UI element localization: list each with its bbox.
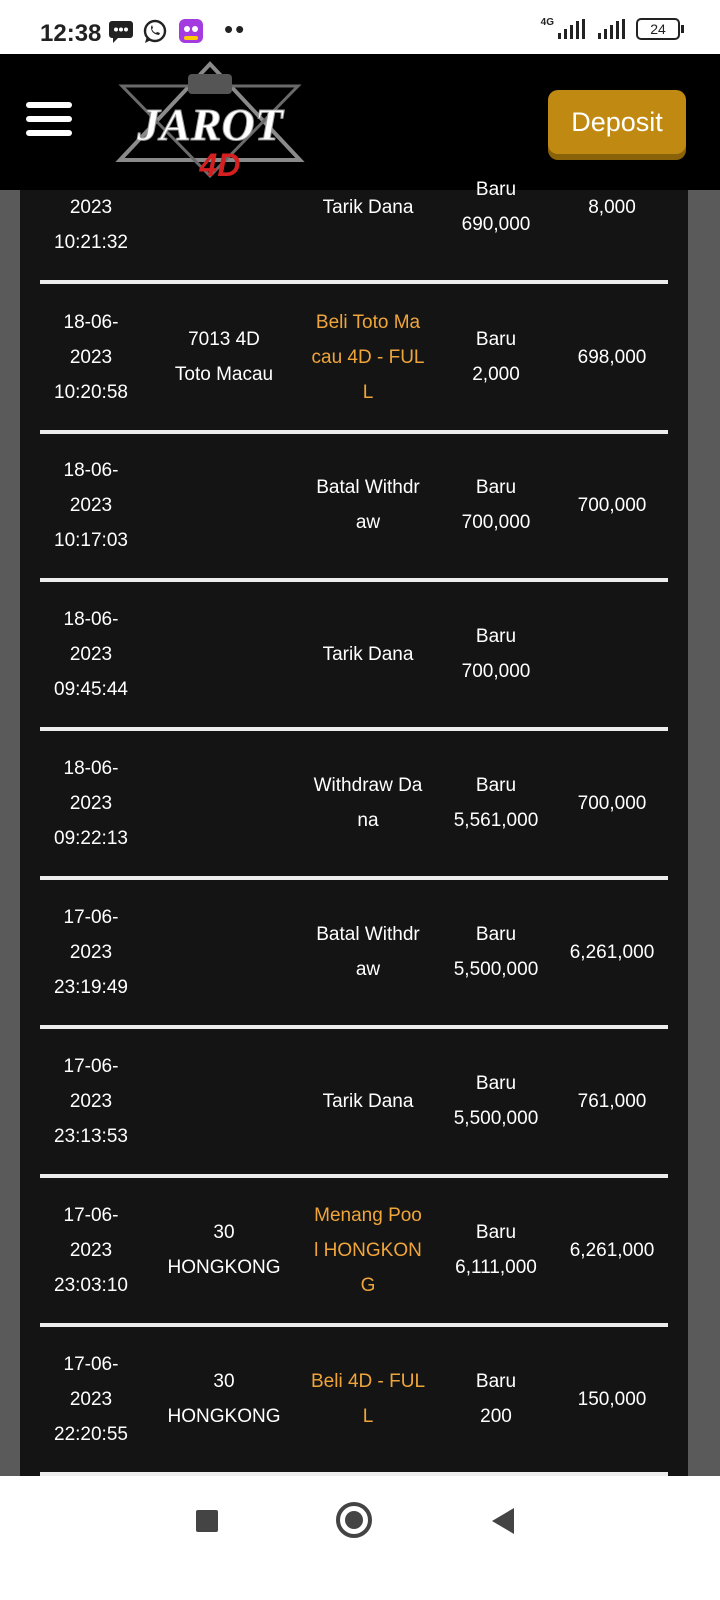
row-datetime: 18-06- 2023 10:17:03 bbox=[54, 459, 128, 551]
signal-icon bbox=[556, 19, 586, 39]
row-description: Tarik Dana bbox=[322, 1090, 414, 1112]
row-balance bbox=[556, 581, 668, 727]
row-description: Withdraw Da na bbox=[313, 775, 423, 831]
row-description: Batal Withdr aw bbox=[316, 477, 420, 533]
row-status-amount: Baru 700,000 bbox=[461, 626, 531, 682]
row-datetime: 17-06- 2023 23:03:10 bbox=[54, 1204, 128, 1296]
deposit-button[interactable]: Deposit bbox=[548, 90, 686, 154]
table-row bbox=[40, 134, 668, 280]
network-type: 4G bbox=[540, 16, 554, 28]
row-game bbox=[150, 581, 298, 727]
svg-text:JAROT: JAROT bbox=[137, 99, 283, 150]
row-datetime: 17-06- 2023 23:19:49 bbox=[54, 906, 128, 998]
status-time: 12:38 bbox=[40, 20, 102, 47]
row-balance: 150,000 bbox=[577, 1388, 647, 1410]
status-bar bbox=[0, 0, 720, 54]
row-balance: 698,000 bbox=[577, 346, 647, 368]
row-balance: 6,261,000 bbox=[569, 1239, 655, 1261]
row-status-amount: Baru 2,000 bbox=[472, 329, 520, 385]
row-datetime: 17-06- 2023 22:20:55 bbox=[54, 1353, 128, 1445]
row-game: 7013 4D Toto Macau bbox=[174, 329, 274, 385]
row-datetime: 18-06- 2023 09:45:44 bbox=[54, 608, 128, 700]
row-status-amount: Baru 690,000 bbox=[461, 179, 531, 235]
row-balance: 700,000 bbox=[577, 792, 647, 814]
row-datetime: 18-06- 2023 09:22:13 bbox=[54, 757, 128, 849]
back-icon[interactable] bbox=[492, 1508, 514, 1534]
row-game bbox=[150, 134, 298, 280]
table-row bbox=[40, 284, 668, 430]
message-icon bbox=[108, 18, 134, 44]
row-balance: 8,000 bbox=[588, 196, 636, 218]
row-game bbox=[150, 730, 298, 876]
recent-apps-icon[interactable] bbox=[196, 1510, 218, 1532]
row-description: Beli 4D - FUL L bbox=[310, 1371, 426, 1427]
row-game: 30 HONGKONG bbox=[167, 1371, 281, 1427]
row-balance: 700,000 bbox=[577, 494, 647, 516]
row-status-amount: Baru 5,561,000 bbox=[453, 775, 539, 831]
battery-icon: 24 bbox=[636, 18, 680, 40]
app-notification-icon bbox=[178, 18, 204, 44]
table-row bbox=[40, 581, 668, 727]
row-balance: 6,261,000 bbox=[569, 941, 655, 963]
row-datetime: 2023 10:21:32 bbox=[54, 196, 128, 253]
row-datetime: 18-06- 2023 10:20:58 bbox=[54, 311, 128, 403]
signal-icon-2 bbox=[596, 19, 626, 39]
row-description: Tarik Dana bbox=[322, 196, 414, 218]
row-status-amount: Baru 700,000 bbox=[461, 477, 531, 533]
transaction-table bbox=[20, 179, 688, 1476]
table-row bbox=[40, 1177, 668, 1323]
row-status-amount: Baru 5,500,000 bbox=[453, 924, 539, 980]
table-row bbox=[40, 1028, 668, 1174]
whatsapp-icon bbox=[142, 18, 168, 44]
svg-text:4D: 4D bbox=[199, 147, 241, 183]
row-description: Batal Withdr aw bbox=[316, 924, 420, 980]
row-description: Menang Poo l HONGKON G bbox=[314, 1204, 422, 1296]
row-status-amount: Baru 5,500,000 bbox=[453, 1073, 539, 1129]
table-row bbox=[40, 432, 668, 578]
row-description: Tarik Dana bbox=[322, 643, 414, 665]
row-balance: 761,000 bbox=[577, 1090, 647, 1112]
system-nav-bar bbox=[0, 1476, 720, 1600]
row-description: Beli Toto Ma cau 4D - FUL L bbox=[311, 311, 425, 403]
more-notifications-icon: •• bbox=[224, 14, 247, 44]
row-game bbox=[150, 432, 298, 578]
row-datetime: 17-06- 2023 23:13:53 bbox=[54, 1055, 128, 1147]
row-status-amount: Baru 6,111,000 bbox=[455, 1222, 537, 1278]
row-game: 30 HONGKONG bbox=[167, 1222, 281, 1278]
table-row bbox=[40, 879, 668, 1025]
row-status-amount: Baru 200 bbox=[475, 1371, 517, 1427]
row-game bbox=[150, 879, 298, 1025]
table-row bbox=[40, 730, 668, 876]
row-game bbox=[150, 1028, 298, 1174]
table-row bbox=[40, 1326, 668, 1472]
home-icon[interactable] bbox=[336, 1502, 372, 1538]
